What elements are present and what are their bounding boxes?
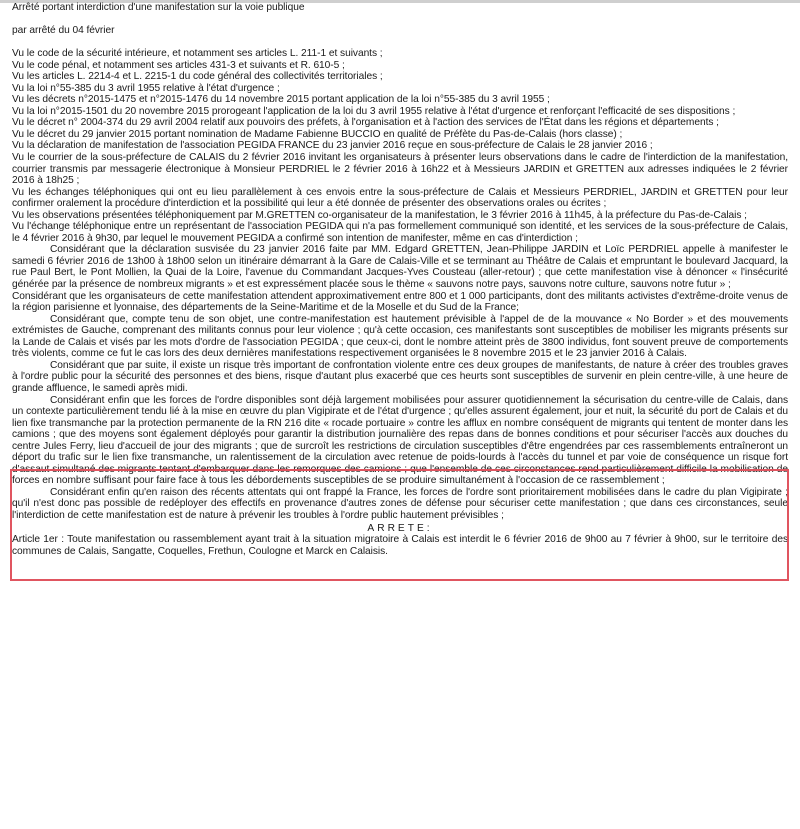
considerant-2: Considérant que les organisateurs de cette manifestation attendent approximativement entre 800 et 1 000 participants, dont des militants activistes d'extrême-droite venus de la région parisienne et lyonnaise, des départements de la Seine-Maritime et de la Moselle et du Sud de la France;: [12, 290, 788, 314]
visa-13: Vu l'échange téléphonique entre un représentant de l'association PEGIDA qui n'a pas formellement communiqué son identité, et les services de la sous-préfecture de Calais, le 4 février 2016 à 9h30, par lequel le mouvement PEGIDA a confirmé son intention de manifester, même en cas d'interdiction ;: [12, 221, 788, 244]
considerant-1: Considérant que la déclaration susvisée du 23 janvier 2016 faite par MM. Edgard GRETTEN, Jean-Philippe JARDIN et Loïc PERDRIEL appelle à manifester le samedi 6 février 2016 de 13h00 à 18h00 selon un itinéraire démarrant à la Gare de Calais-Ville et se terminant au Théâtre de Calais et empruntant le boulevard Jacquard, la rue Paul Bert, le Pont Mollien, la Quai de la Loire, l'avenue du Commandant Jacques-Yves Cousteau (aller-retour) ; que cette manifestation vise à dénoncer « l'insécurité générée par la présence de nombreux migrants » et est expressément placée sous le thème « sauvons notre pays, sauvons notre culture, sauvons notre futur » ;: [12, 244, 788, 291]
visa-6: Vu la loi n°2015-1501 du 20 novembre 2015 prorogeant l'application de la loi du 3 avril 1955 relative à l'état d'urgence et renforçant l'efficacité de ses dispositions ;: [12, 105, 736, 117]
considerant-5: Considérant enfin que les forces de l'ordre disponibles sont déjà largement mobilisées pour assurer quotidiennement la sécurisation du centre-ville de Calais, dans un contexte particulièrement tendu lié à la mise en œuvre du plan Vigipirate et de l'état d'urgence ; qu'elles assurent également, jour et nuit, la sécurité du port de Calais et du lien fixe transmanche par la protection permanente de la RN 216 dite « rocade portuaire » contre les afflux en nombre conséquent de migrants qui tentent de monter dans les camions ; que des moyens sont également déployés pour garantir la distribution journalière des repas dans de bonnes conditions et pour sécuriser l'accès aux douches du centre Jules Ferry, lieu d'accueil de jour des migrants ; que de surcroît les restrictions de circulation susceptibles d'être engendrées par ces rassemblements entraîneront un déport du trafic sur le lien fixe transmanche, un ralentissement de la circulation avec retenue de poids-lourds à l'accès du tunnel et par voie de conséquence un risque fort d'assaut simultané des migrants tentant d'embarquer dans les remorques des camions ; que l'ensemble de ces circonstances rend particulièrement difficile la mobilisation de forces en nombre suffisant pour faire face à tous les débordements susceptibles de se produire simultanément à l'occasion de ce rassemblement ;: [12, 394, 788, 487]
considerant-4: Considérant que par suite, il existe un risque très important de confrontation violente entre ces deux groupes de manifestants, de nature à créer des troubles graves à l'ordre public pour la sécurité des personnes et des biens, risque d'autant plus exacerbé que ces heurts sont susceptibles de survenir en plein centre-ville, à une heure de grande affluence, le samedi après midi.: [12, 359, 788, 394]
document-dateline: par arrêté du 04 février: [12, 25, 115, 37]
visa-11: Vu les échanges téléphoniques qui ont eu lieu parallèlement à ces envois entre la sous-préfecture de Calais et Messieurs PERDRIEL, JARDIN et GRETTEN pour leur confirmer oralement la procédure d'interdiction et la possibilité qui leur a été donnée de présenter des observations orales ou écrites ;: [12, 186, 788, 210]
visa-3: Vu les articles L. 2214-4 et L. 2215-1 du code général des collectivités territoriales ;: [12, 71, 383, 83]
visa-12: Vu les observations présentées téléphoniquement par M.GRETTEN co-organisateur de la manifestation, le 3 février 2016 à 11h45, à la préfecture du Pas-de-Calais ;: [12, 209, 747, 221]
document-title: Arrêté portant interdiction d'une manifestation sur la voie publique: [12, 2, 305, 13]
document-page: [12, 2, 788, 557]
considerant-6: Considérant enfin qu'en raison des récents attentats qui ont frappé la France, les forces de l'ordre sont prioritairement mobilisées dans le cadre du plan Vigipirate ; qu'il n'est donc pas possible de redéployer des effectifs en provenance d'autres zones de défense pour sécuriser cette manifestation ; que dans ces circonstances, seule l'interdiction de cette manifestation est de nature à prévenir les troubles à l'ordre public hautement prévisibles ;: [12, 486, 788, 521]
visa-4: Vu la loi n°55-385 du 3 avril 1955 relative à l'état d'urgence ;: [12, 82, 280, 94]
visa-7: Vu le décret n° 2004-374 du 29 avril 2004 relatif aux pouvoirs des préfets, à l'organisation et à l'action des services de l'État dans les régions et départements ;: [12, 117, 719, 129]
visa-9: Vu la déclaration de manifestation de l'association PEGIDA FRANCE du 23 janvier 2016 reçue en sous-préfecture de Calais le 28 janvier 2016 ;: [12, 140, 653, 152]
considerant-3: Considérant que, compte tenu de son objet, une contre-manifestation est hautement prévisible à l'appel de de la mouvance « No Border » et des mouvements extrémistes de Gauche, comprenant des militants connus pour leur violence ; qu'à cette occasion, ces manifestants sont susceptibles de mobiliser les migrants présents sur la Lande de Calais et visés par les mots d'ordre de l'association PEGIDA ; que ceux-ci, dont le nombre atteint près de 3800 individus, font souvent preuve de comportements très violents, comme ce fut le cas lors des deux dernières manifestations respectivement organisées le 8 novembre 2015 et le 23 janvier 2016 à Calais.: [12, 313, 788, 360]
visa-2: Vu le code pénal, et notamment ses articles 431-3 et suivants et R. 610-5 ;: [12, 59, 345, 71]
article-1: Article 1er : Toute manifestation ou rassemblement ayant trait à la situation migratoire à Calais est interdit le 6 février 2016 de 9h00 au 7 février à 9h00, sur le territoire des communes de Calais, Sangatte, Coquelles, Frethun, Coulogne et Marck en Calaisis.: [12, 534, 788, 557]
arrete-heading: ARRETE:: [367, 522, 433, 534]
visa-1: Vu le code de la sécurité intérieure, et notamment ses articles L. 211-1 et suivants ;: [12, 48, 383, 60]
visa-5: Vu les décrets n°2015-1475 et n°2015-1476 du 14 novembre 2015 portant application de la loi n°55-385 du 3 avril 1955 ;: [12, 94, 550, 106]
visa-10: Vu le courrier de la sous-préfecture de CALAIS du 2 février 2016 invitant les organisateurs à présenter leurs observations dans le cadre de l'interdiction de la manifestation, courrier transmis par messagerie électronique à Monsieur PERDRIEL le 2 février 2016 à 16h22 et à Messieurs JARDIN et GRETTEN aux adresses indiquées le 2 février 2016 à 18h25 ;: [12, 152, 788, 187]
visa-8: Vu le décret du 29 janvier 2015 portant nomination de Madame Fabienne BUCCIO en qualité de Préfète du Pas-de-Calais (hors classe) ;: [12, 128, 623, 140]
